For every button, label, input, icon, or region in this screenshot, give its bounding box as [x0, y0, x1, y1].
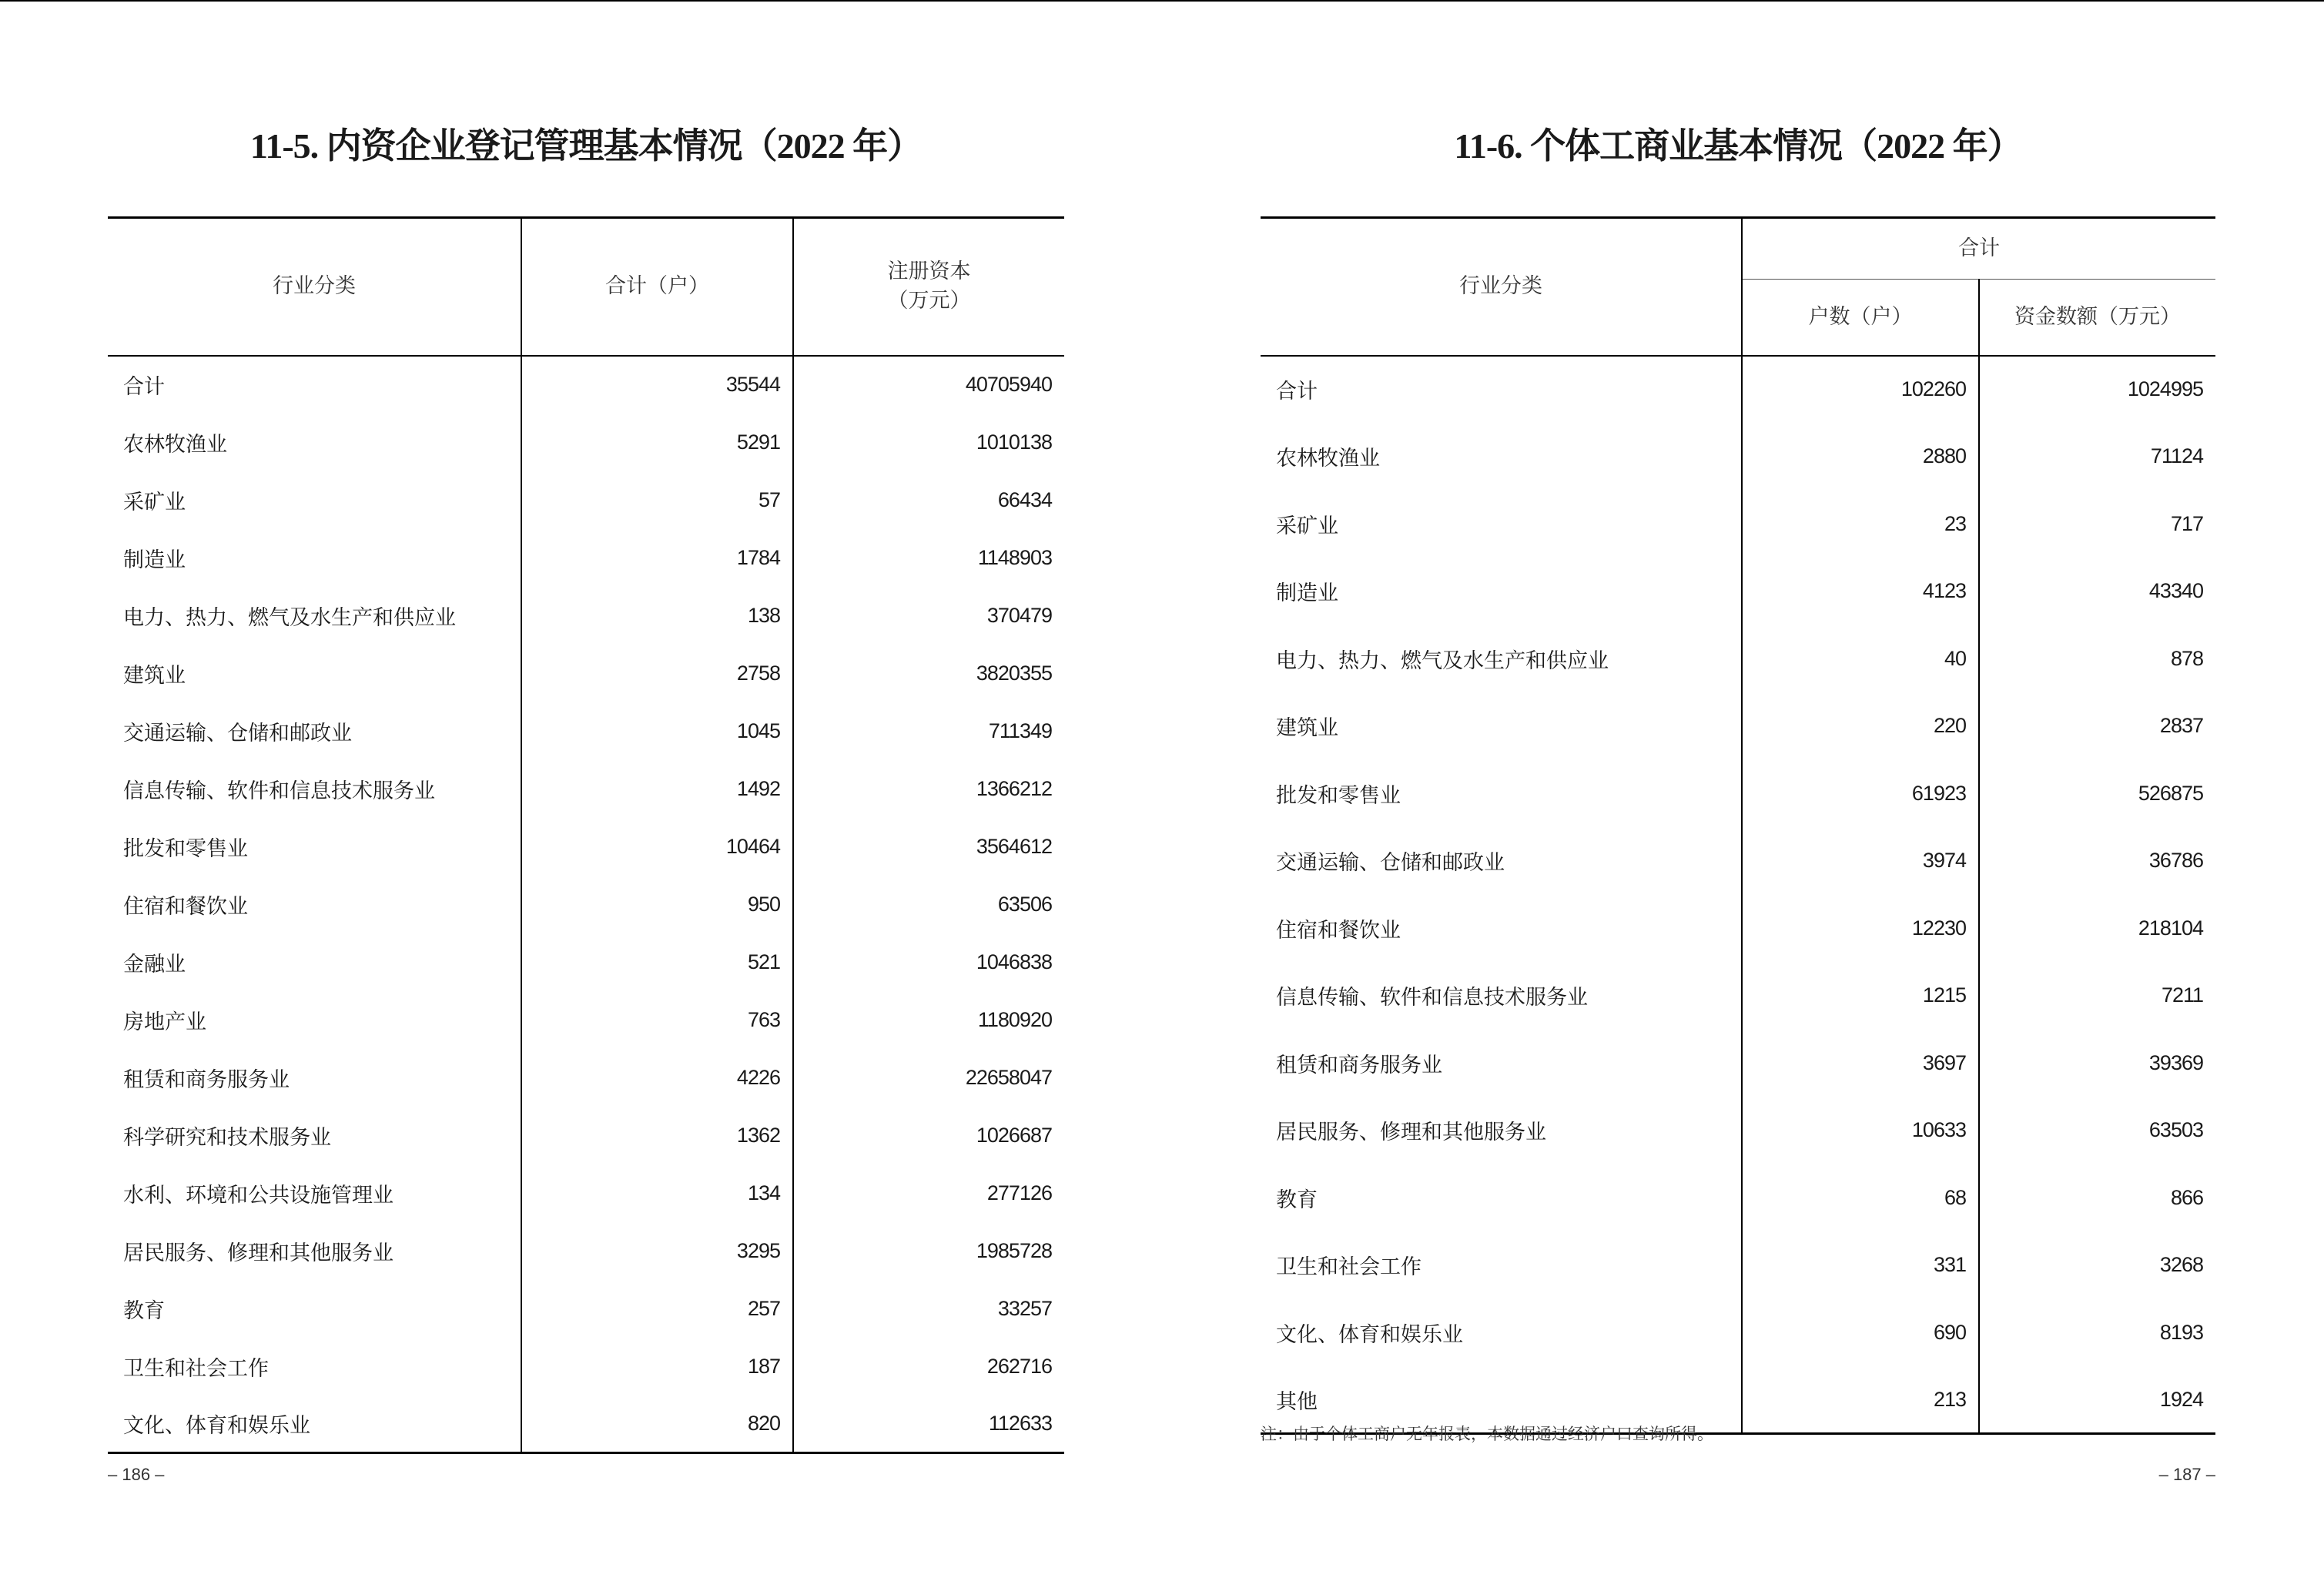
row-households: 3697: [1742, 1030, 1979, 1097]
row-count: 1492: [521, 760, 793, 818]
table-row: [108, 645, 1064, 702]
row-category: 合计: [1276, 380, 1318, 404]
header-capital-line2: （万元）: [887, 289, 971, 313]
row-count: 1362: [521, 1107, 793, 1164]
table-row: [1261, 827, 2215, 895]
table-row: [108, 991, 1064, 1049]
row-capital: 1026687: [793, 1107, 1064, 1164]
table-row: [108, 1338, 1064, 1395]
page-number-left: – 186 –: [108, 1465, 165, 1484]
row-count: 1045: [521, 702, 793, 760]
table-row: [1261, 895, 2215, 963]
row-capital: 3820355: [793, 645, 1064, 702]
table-row: [108, 1107, 1064, 1164]
table-row: [108, 587, 1064, 645]
row-count: 57: [521, 471, 793, 529]
table-row: [108, 1395, 1064, 1453]
table-row: [108, 471, 1064, 529]
row-capital: 33257: [793, 1280, 1064, 1338]
row-households: 23: [1742, 491, 1979, 558]
header-count: 合计（户）: [521, 218, 793, 356]
row-count: 35544: [521, 356, 793, 414]
row-category: 信息传输、软件和信息技术服务业: [123, 779, 435, 803]
row-funds: 43340: [1979, 558, 2215, 625]
table-row: [108, 818, 1064, 876]
row-capital: 262716: [793, 1338, 1064, 1395]
row-count: 1784: [521, 529, 793, 587]
table-row: [1261, 962, 2215, 1030]
row-category: 电力、热力、燃气及水生产和供应业: [1276, 648, 1609, 673]
row-households: 1215: [1742, 962, 1979, 1030]
row-funds: 63503: [1979, 1097, 2215, 1164]
row-count: 521: [521, 933, 793, 991]
table-row: [1261, 1030, 2215, 1097]
row-households: 213: [1742, 1366, 1979, 1434]
row-category: 水利、环境和公共设施管理业: [123, 1183, 393, 1208]
row-households: 61923: [1742, 760, 1979, 828]
row-capital: 370479: [793, 587, 1064, 645]
row-capital: 66434: [793, 471, 1064, 529]
table-row: [1261, 1231, 2215, 1299]
top-border-line: [0, 0, 2324, 2]
row-funds: 1024995: [1979, 356, 2215, 424]
page-number-right: – 187 –: [2158, 1465, 2215, 1484]
row-category: 建筑业: [1276, 716, 1338, 741]
table-row: [108, 529, 1064, 587]
table-row: [108, 356, 1064, 414]
header-total-group: 合计: [1742, 218, 2215, 280]
header-funds: 资金数额（万元）: [1979, 280, 2215, 356]
table-row: [1261, 491, 2215, 558]
right-page-title: 11-6. 个体工商业基本情况（2022 年）: [1454, 126, 2022, 166]
row-count: 4226: [521, 1049, 793, 1107]
row-category: 制造业: [123, 548, 186, 572]
row-households: 3974: [1742, 827, 1979, 895]
row-category: 交通运输、仓储和邮政业: [1276, 851, 1505, 876]
header-capital-line1: 注册资本: [887, 260, 971, 284]
row-category: 教育: [1276, 1188, 1318, 1212]
row-category: 居民服务、修理和其他服务业: [123, 1241, 393, 1265]
row-category: 科学研究和技术服务业: [123, 1125, 331, 1150]
row-category: 信息传输、软件和信息技术服务业: [1276, 986, 1588, 1010]
table-row: [108, 876, 1064, 933]
row-funds: 1924: [1979, 1366, 2215, 1434]
table-row: [108, 1280, 1064, 1338]
row-category: 住宿和餐饮业: [123, 894, 248, 919]
row-category: 文化、体育和娱乐业: [123, 1413, 310, 1438]
header-category: 行业分类: [1261, 218, 1742, 356]
individual-business-table: [1261, 216, 2215, 1435]
row-funds: 3268: [1979, 1231, 2215, 1299]
row-count: 5291: [521, 414, 793, 471]
table-row: [1261, 1097, 2215, 1164]
row-capital: 1366212: [793, 760, 1064, 818]
row-count: 10464: [521, 818, 793, 876]
table-row: [1261, 423, 2215, 491]
row-category: 居民服务、修理和其他服务业: [1276, 1121, 1546, 1145]
row-count: 134: [521, 1164, 793, 1222]
row-funds: 36786: [1979, 827, 2215, 895]
row-households: 12230: [1742, 895, 1979, 963]
row-households: 40: [1742, 625, 1979, 693]
row-count: 763: [521, 991, 793, 1049]
left-page-title: 11-5. 内资企业登记管理基本情况（2022 年）: [249, 126, 923, 166]
row-count: 950: [521, 876, 793, 933]
row-households: 102260: [1742, 356, 1979, 424]
row-households: 220: [1742, 692, 1979, 760]
row-capital: 112633: [793, 1395, 1064, 1453]
table-row: [1261, 558, 2215, 625]
header-capital: [793, 218, 1064, 356]
row-capital: 1148903: [793, 529, 1064, 587]
domestic-enterprise-table: [108, 216, 1064, 1454]
left-table-body: [108, 356, 1064, 1453]
table-footnote: 注：由于个体工商户无年报表，本数据通过经济户口查询所得。: [1261, 1425, 1713, 1443]
row-capital: 711349: [793, 702, 1064, 760]
row-households: 690: [1742, 1299, 1979, 1367]
table-row: [1261, 1164, 2215, 1232]
row-capital: 63506: [793, 876, 1064, 933]
row-category: 采矿业: [123, 490, 186, 514]
row-funds: 8193: [1979, 1299, 2215, 1367]
row-category: 电力、热力、燃气及水生产和供应业: [123, 605, 456, 630]
row-count: 820: [521, 1395, 793, 1453]
table-row: [1261, 692, 2215, 760]
row-category: 金融业: [123, 952, 186, 977]
row-funds: 878: [1979, 625, 2215, 693]
row-category: 教育: [123, 1298, 165, 1323]
table-row: [1261, 1299, 2215, 1367]
row-households: 68: [1742, 1164, 1979, 1232]
row-funds: 218104: [1979, 895, 2215, 963]
row-category: 农林牧渔业: [1276, 447, 1380, 471]
table-row: [108, 933, 1064, 991]
row-category: 批发和零售业: [123, 836, 248, 861]
header-category: 行业分类: [108, 218, 521, 356]
right-table-body: [1261, 356, 2215, 1434]
row-funds: 717: [1979, 491, 2215, 558]
row-capital: 22658047: [793, 1049, 1064, 1107]
row-capital: 1010138: [793, 414, 1064, 471]
table-row: [1261, 760, 2215, 828]
row-capital: 1180920: [793, 991, 1064, 1049]
row-category: 制造业: [1276, 581, 1338, 606]
row-count: 257: [521, 1280, 793, 1338]
row-households: 10633: [1742, 1097, 1979, 1164]
row-capital: 1985728: [793, 1222, 1064, 1280]
row-households: 4123: [1742, 558, 1979, 625]
row-count: 138: [521, 587, 793, 645]
row-funds: 7211: [1979, 962, 2215, 1030]
row-funds: 71124: [1979, 423, 2215, 491]
row-category: 文化、体育和娱乐业: [1276, 1322, 1463, 1347]
row-capital: 40705940: [793, 356, 1064, 414]
row-funds: 2837: [1979, 692, 2215, 760]
row-category: 房地产业: [123, 1010, 206, 1034]
row-category: 租赁和商务服务业: [123, 1067, 290, 1092]
row-category: 农林牧渔业: [123, 432, 227, 457]
row-category: 批发和零售业: [1276, 783, 1401, 808]
row-funds: 39369: [1979, 1030, 2215, 1097]
table-row: [1261, 625, 2215, 693]
row-category: 卫生和社会工作: [1276, 1255, 1422, 1280]
header-households: 户数（户）: [1742, 280, 1979, 356]
row-capital: 1046838: [793, 933, 1064, 991]
row-count: 3295: [521, 1222, 793, 1280]
row-capital: 3564612: [793, 818, 1064, 876]
row-category: 卫生和社会工作: [123, 1356, 269, 1381]
row-category: 采矿业: [1276, 514, 1338, 538]
table-row: [108, 1049, 1064, 1107]
row-count: 2758: [521, 645, 793, 702]
row-households: 331: [1742, 1231, 1979, 1299]
row-funds: 526875: [1979, 760, 2215, 828]
table-row: [108, 1222, 1064, 1280]
row-category: 交通运输、仓储和邮政业: [123, 721, 352, 745]
table-row: [108, 760, 1064, 818]
table-row: [108, 414, 1064, 471]
table-row: [1261, 356, 2215, 424]
row-category: 其他: [1276, 1389, 1318, 1414]
row-category: 合计: [123, 375, 165, 399]
row-funds: 866: [1979, 1164, 2215, 1232]
row-capital: 277126: [793, 1164, 1064, 1222]
row-category: 住宿和餐饮业: [1276, 918, 1401, 943]
row-category: 租赁和商务服务业: [1276, 1053, 1442, 1077]
row-count: 187: [521, 1338, 793, 1395]
row-category: 建筑业: [123, 663, 186, 688]
table-row: [108, 1164, 1064, 1222]
table-row: [108, 702, 1064, 760]
row-households: 2880: [1742, 423, 1979, 491]
